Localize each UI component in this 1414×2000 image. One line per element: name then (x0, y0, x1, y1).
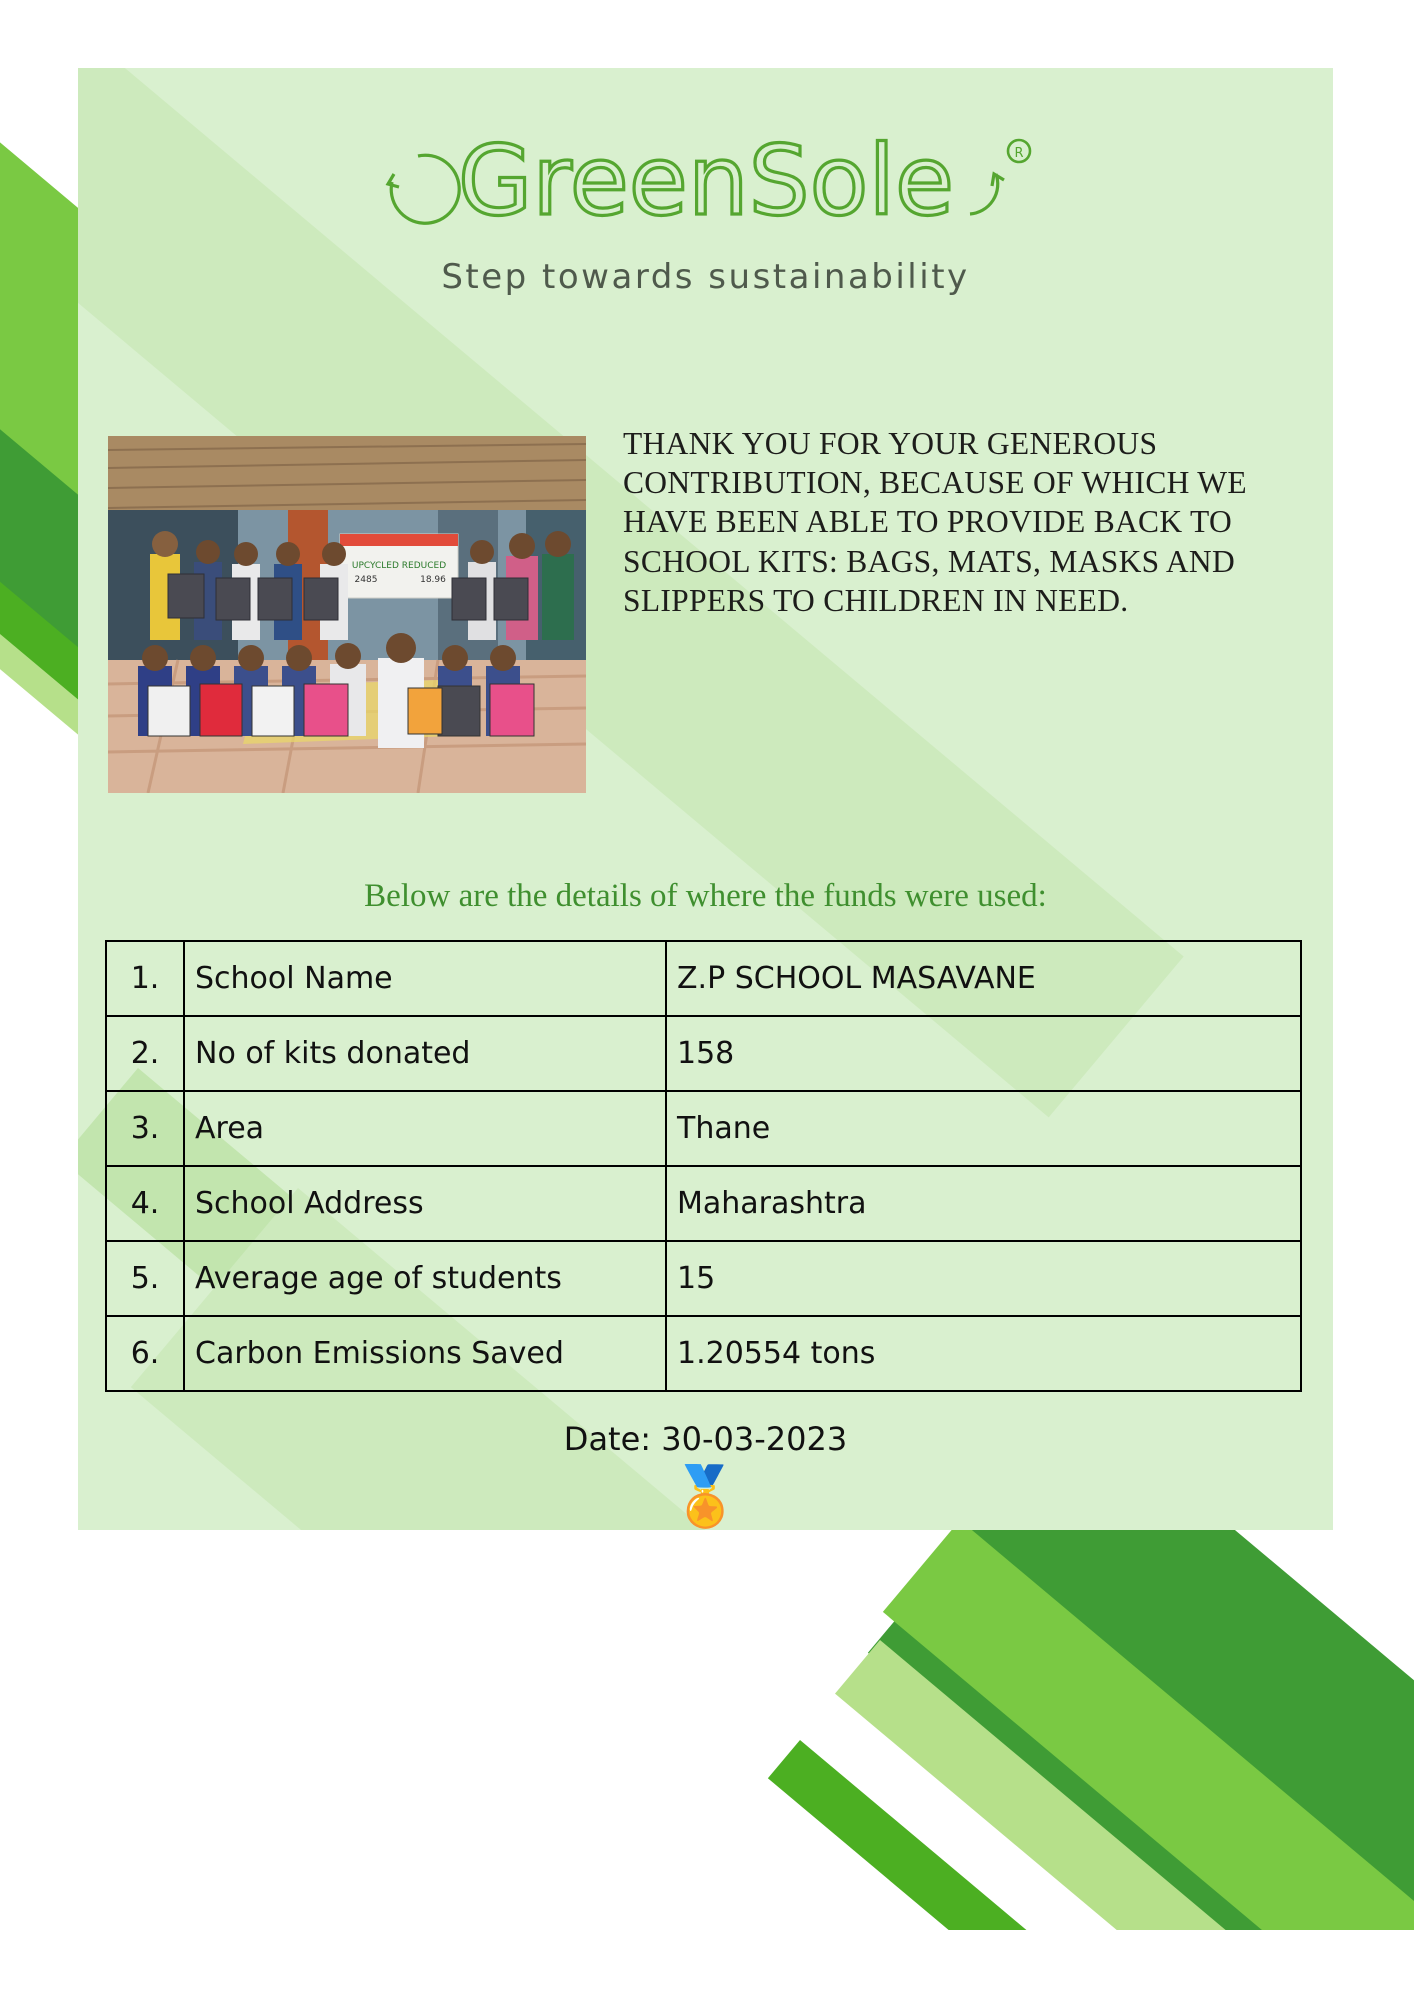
row-value: 1.20554 tons (666, 1316, 1301, 1391)
svg-text:UPCYCLED REDUCED: UPCYCLED REDUCED (351, 561, 447, 571)
table-row (106, 1091, 1301, 1166)
row-number: 4. (106, 1166, 184, 1241)
row-value: Z.P SCHOOL MASAVANE (666, 941, 1301, 1016)
table-row (106, 1016, 1301, 1091)
row-label: Area (184, 1091, 666, 1166)
thank-you-message: THANK YOU FOR YOUR GENEROUS CONTRIBUTION, BECAUSE OF WHICH WE HAVE BEEN ABLE TO PROVIDE BACK TO SCHOOL KITS: BAGS, MATS, MASKS AND SLIPPERS TO CHILDREN IN NEED. (623, 426, 1247, 618)
row-label: No of kits donated (184, 1016, 666, 1091)
row-number: 2. (106, 1016, 184, 1091)
brand-tagline: Step towards sustainability (441, 257, 970, 297)
row-label: Carbon Emissions Saved (184, 1316, 666, 1391)
row-value: 158 (666, 1016, 1301, 1091)
row-number: 6. (106, 1316, 184, 1391)
svg-text:R: R (1013, 146, 1024, 161)
svg-text:GreenSole: GreenSole (457, 126, 954, 237)
table-row (106, 941, 1301, 1016)
brand-logo (78, 126, 1333, 297)
row-value: Thane (666, 1091, 1301, 1166)
svg-text:18.96: 18.96 (420, 575, 446, 585)
details-table (105, 940, 1302, 1392)
row-label: School Name (184, 941, 666, 1016)
row-number: 5. (106, 1241, 184, 1316)
details-table-wrapper (105, 940, 1302, 1392)
bg-bottom-strip (0, 1930, 1414, 2000)
issue-date: Date: 30-03-2023 (563, 1420, 848, 1458)
award-ribbon-icon: 🏅 (669, 1464, 742, 1529)
row-value: 15 (666, 1241, 1301, 1316)
table-row (106, 1241, 1301, 1316)
row-number: 3. (106, 1091, 184, 1166)
table-row (106, 1316, 1301, 1391)
svg-text:2485: 2485 (354, 575, 378, 585)
row-label: School Address (184, 1166, 666, 1241)
donation-photo (108, 436, 586, 793)
certificate-card (78, 68, 1333, 1530)
row-number: 1. (106, 941, 184, 1016)
greensole-logo-icon (356, 126, 1056, 246)
details-subtitle: Below are the details of where the funds were used: (364, 878, 1047, 914)
row-value: Maharashtra (666, 1166, 1301, 1241)
table-row (106, 1166, 1301, 1241)
hero-section (78, 426, 1333, 836)
row-label: Average age of students (184, 1241, 666, 1316)
donation-photo-illustration (108, 436, 586, 793)
